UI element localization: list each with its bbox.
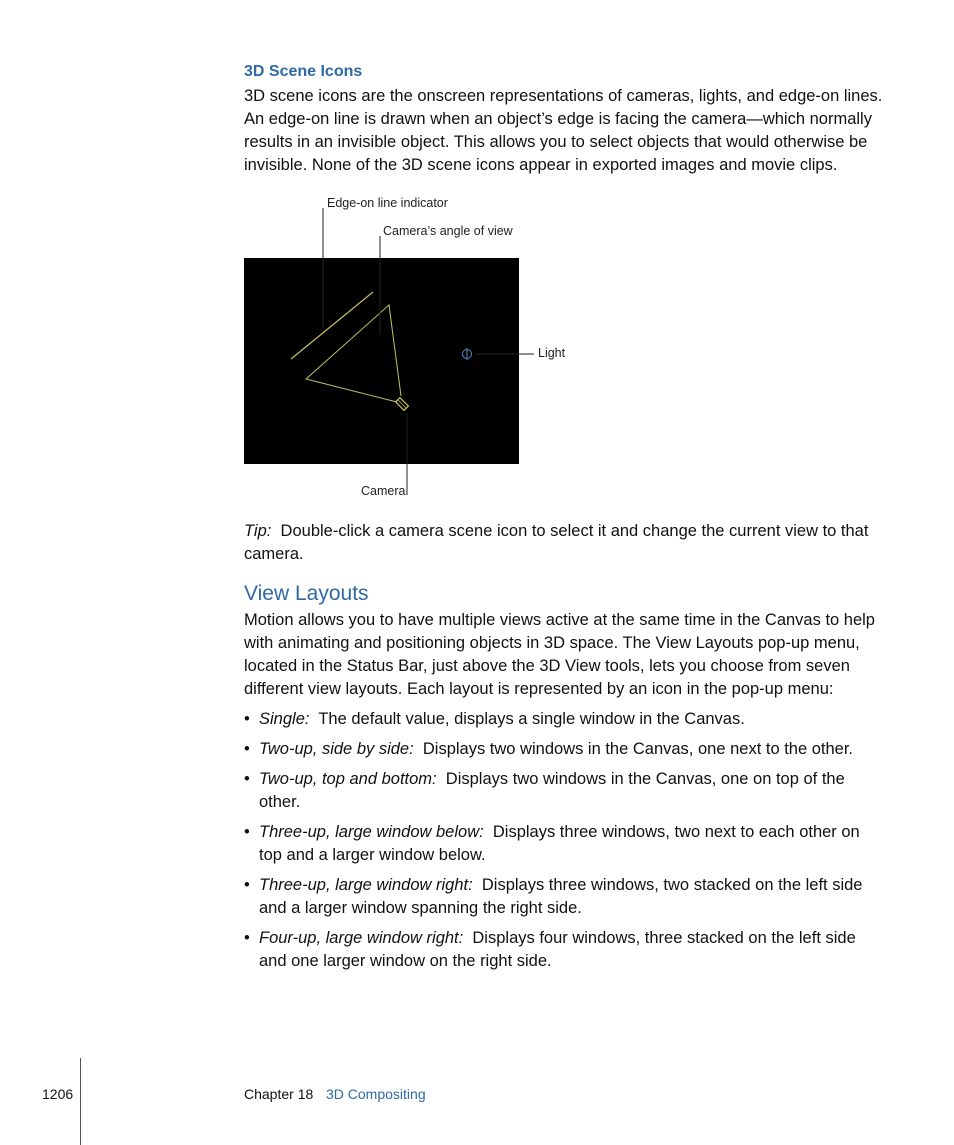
page-number: 1206 xyxy=(42,1086,74,1102)
angle-of-view-callout: Camera’s angle of view xyxy=(383,224,513,238)
list-item-term: Three-up, large window right: xyxy=(259,876,473,894)
view-layouts-list xyxy=(244,708,884,980)
list-item: • Single: The default value, displays a single window in the Canvas. xyxy=(244,710,745,728)
intro-paragraph: 3D scene icons are the onscreen representations of cameras, lights, and edge-on lines. An edge-on line is drawn when an object’s edge is facing the camera—which normally results in an invisible object. This allows you to select objects that would otherwise be invisible. None of the 3D scene icons appear in exported images and movie clips. xyxy=(244,87,883,174)
canvas-view xyxy=(244,258,519,464)
edge-on-callout: Edge-on line indicator xyxy=(327,196,448,210)
tip-label: Tip: xyxy=(244,522,272,540)
list-item-term: Two-up, side by side: xyxy=(259,740,414,758)
list-item-term: Three-up, large window below: xyxy=(259,823,484,841)
tip-text: Double-click a camera scene icon to select it and change the current view to that camera. xyxy=(244,522,869,563)
list-item-desc: The default value, displays a single window in the Canvas. xyxy=(318,710,745,728)
section-heading: 3D Scene Icons xyxy=(244,63,363,80)
list-item-desc: Displays two windows in the Canvas, one next to the other. xyxy=(422,740,854,758)
light-callout: Light xyxy=(538,346,566,360)
footer-divider xyxy=(80,1058,81,1145)
list-item: • Two-up, side by side: Displays two windows in the Canvas, one next to the other. xyxy=(244,740,854,758)
camera-angle-of-view-icon xyxy=(306,305,401,402)
view-layouts-heading: View Layouts xyxy=(244,582,369,605)
list-item-desc: Displays two windows in the Canvas, one on top of the other. xyxy=(259,770,845,811)
camera-callout: Camera xyxy=(361,484,406,498)
list-item: • Three-up, large window below: Displays three windows, two next to each other on top and a larger window below. xyxy=(244,823,860,864)
list-item: • Two-up, top and bottom: Displays two windows in the Canvas, one on top of the other. xyxy=(244,770,845,811)
view-layouts-paragraph: Motion allows you to have multiple views active at the same time in the Canvas to help with animating and positioning objects in 3D space. The View Layouts pop-up menu, located in the Status Bar, just above the 3D View tools, lets you choose from seven different view layouts. Each layout is represented by an icon in the pop-up menu: xyxy=(244,611,875,698)
list-item-desc: Displays four windows, three stacked on the left side and one larger window on the right side. xyxy=(259,929,856,970)
footer-chapter-label: Chapter 18 xyxy=(244,1086,314,1102)
edge-on-line-icon xyxy=(291,292,373,359)
footer-chapter-title: 3D Compositing xyxy=(326,1086,426,1102)
list-item-term: Single: xyxy=(259,710,310,728)
light-icon xyxy=(463,348,472,360)
list-item-desc: Displays three windows, two next to each other on top and a larger window below. xyxy=(259,823,860,864)
list-item: • Four-up, large window right: Displays four windows, three stacked on the left side and one larger window on the right side. xyxy=(244,929,856,970)
list-item-term: Two-up, top and bottom: xyxy=(259,770,437,788)
tip-paragraph xyxy=(244,520,884,566)
list-item: • Three-up, large window right: Displays three windows, two stacked on the left side and a larger window spanning the right side. xyxy=(244,876,863,917)
list-item-desc: Displays three windows, two stacked on the left side and a larger window spanning the right side. xyxy=(259,876,863,917)
list-item-term: Four-up, large window right: xyxy=(259,929,464,947)
camera-icon xyxy=(396,398,409,411)
